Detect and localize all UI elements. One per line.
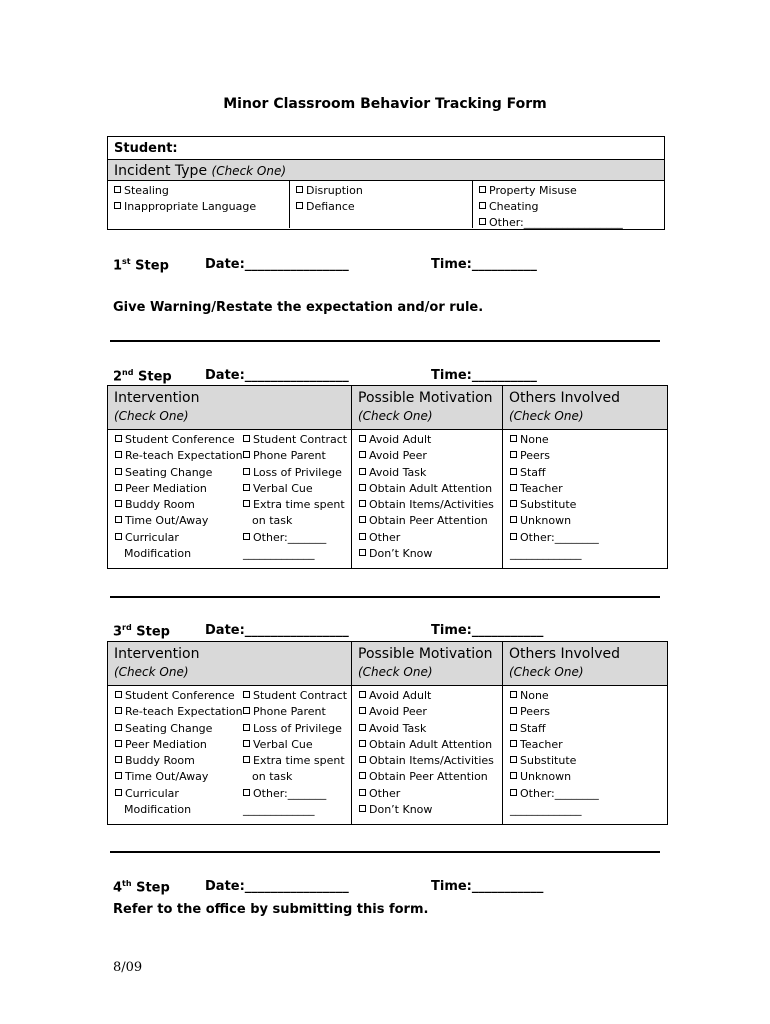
checkbox-option[interactable]: Avoid Adult — [359, 432, 502, 448]
checkbox-option[interactable]: Teacher — [510, 737, 667, 753]
checkbox-icon[interactable] — [359, 740, 366, 747]
incident-col-2 — [289, 181, 472, 228]
checkbox-icon[interactable] — [115, 724, 122, 731]
checkbox-icon[interactable] — [359, 789, 366, 796]
checkbox-icon[interactable] — [359, 805, 366, 812]
step-2-row: 2nd Step Date:________________ Time:__________ — [113, 368, 537, 385]
checkbox-icon[interactable] — [115, 468, 122, 475]
checkbox-icon[interactable] — [510, 772, 517, 779]
checkbox-option[interactable]: Unknown — [510, 769, 667, 785]
checkbox-option[interactable]: Avoid Peer — [359, 704, 502, 720]
checkbox-option[interactable]: Avoid Peer — [359, 448, 502, 464]
checkbox-option[interactable]: Other:__________________ — [479, 215, 664, 231]
checkbox-icon[interactable] — [510, 484, 517, 491]
step-1-time[interactable]: Time:__________ — [431, 257, 537, 272]
checkbox-icon[interactable] — [243, 435, 250, 442]
checkbox-icon[interactable] — [479, 202, 486, 209]
checkbox-option[interactable]: Curricular — [115, 530, 243, 546]
checkbox-option[interactable]: Substitute — [510, 753, 667, 769]
checkbox-icon[interactable] — [243, 468, 250, 475]
checkbox-option[interactable]: Other:_______ — [243, 786, 347, 802]
checkbox-icon[interactable] — [114, 202, 121, 209]
checkbox-icon[interactable] — [243, 740, 250, 747]
checkbox-icon[interactable] — [115, 500, 122, 507]
checkbox-icon[interactable] — [510, 691, 517, 698]
checkbox-option[interactable]: Substitute — [510, 497, 667, 513]
intervention-options: Student Conference Re-teach Expectation Seating Change Peer Mediation Buddy Room Time Out/Away Curricular Modification Student Contract Phone Parent Loss of Privilege Verbal Cue Extra time spent on task Other:_______ _____________ — [108, 686, 351, 825]
checkbox-icon[interactable] — [510, 435, 517, 442]
footer-date: 8/09 — [113, 960, 143, 975]
checkbox-icon[interactable] — [510, 533, 517, 540]
checkbox-icon[interactable] — [510, 468, 517, 475]
checkbox-icon[interactable] — [243, 691, 250, 698]
checkbox-icon[interactable] — [243, 484, 250, 491]
checkbox-option[interactable]: Don’t Know — [359, 546, 502, 562]
checkbox-option[interactable]: Time Out/Away — [115, 513, 243, 529]
checkbox-icon[interactable] — [359, 549, 366, 556]
checkbox-icon[interactable] — [359, 756, 366, 763]
checkbox-icon[interactable] — [243, 789, 250, 796]
checkbox-option[interactable]: Curricular — [115, 786, 243, 802]
intervention-header: Intervention (Check One) — [114, 646, 200, 679]
step-3-time[interactable]: Time:___________ — [431, 623, 544, 638]
checkbox-option[interactable]: Property Misuse — [479, 183, 664, 199]
checkbox-option[interactable]: Student Conference — [115, 688, 243, 704]
step-4-row: 4th Step Date:________________ Time:___________ — [113, 879, 544, 896]
step-3-row: 3rd Step Date:________________ Time:___________ — [113, 623, 544, 640]
checkbox-option[interactable]: Loss of Privilege — [243, 465, 347, 481]
checkbox-option[interactable]: Avoid Task — [359, 465, 502, 481]
checkbox-icon[interactable] — [243, 533, 250, 540]
checkbox-option[interactable]: Obtain Peer Attention — [359, 513, 502, 529]
checkbox-option[interactable]: Verbal Cue — [243, 737, 347, 753]
checkbox-option[interactable]: Extra time spent — [243, 497, 347, 513]
checkbox-option[interactable]: Phone Parent — [243, 448, 347, 464]
checkbox-icon[interactable] — [115, 533, 122, 540]
checkbox-icon[interactable] — [510, 707, 517, 714]
checkbox-option[interactable]: Student Contract — [243, 432, 347, 448]
checkbox-option[interactable]: Obtain Adult Attention — [359, 737, 502, 753]
checkbox-option[interactable]: Staff — [510, 465, 667, 481]
checkbox-icon[interactable] — [510, 500, 517, 507]
checkbox-icon[interactable] — [359, 533, 366, 540]
incident-box — [107, 136, 665, 230]
checkbox-option[interactable]: Verbal Cue — [243, 481, 347, 497]
incident-type-label: Incident Type — [114, 163, 208, 179]
others-header: Others Involved (Check One) — [502, 642, 667, 685]
motivation-header: Possible Motivation (Check One) — [351, 386, 502, 429]
step-1-row: 1st Step Date:________________ Time:__________ — [113, 257, 537, 274]
checkbox-icon[interactable] — [296, 186, 303, 193]
step-2-time[interactable]: Time:__________ — [431, 368, 537, 383]
form-title: Minor Classroom Behavior Tracking Form — [223, 96, 547, 112]
checkbox-option[interactable]: Peer Mediation — [115, 481, 243, 497]
incident-type-hint: (Check One) — [211, 164, 287, 178]
checkbox-icon[interactable] — [510, 756, 517, 763]
checkbox-option[interactable]: Obtain Peer Attention — [359, 769, 502, 785]
checkbox-option[interactable]: Obtain Items/Activities — [359, 753, 502, 769]
step-1-date[interactable]: Date:________________ — [205, 257, 349, 272]
checkbox-icon[interactable] — [243, 707, 250, 714]
checkbox-icon[interactable] — [359, 724, 366, 731]
checkbox-icon[interactable] — [115, 516, 122, 523]
step-4-time[interactable]: Time:___________ — [431, 879, 544, 894]
checkbox-option[interactable]: Other:_______ — [243, 530, 347, 546]
checkbox-option[interactable]: Stealing — [114, 183, 289, 199]
others-options: None Peers Staff Teacher Substitute Unknown Other:________ _____________ — [502, 686, 667, 825]
checkbox-option[interactable]: Unknown — [510, 513, 667, 529]
checkbox-option[interactable]: Other:________ — [510, 786, 667, 802]
others-options: None Peers Staff Teacher Substitute Unknown Other:________ _____________ — [502, 430, 667, 569]
checkbox-icon[interactable] — [359, 691, 366, 698]
checkbox-option[interactable]: Seating Change — [115, 721, 243, 737]
checkbox-icon[interactable] — [243, 724, 250, 731]
checkbox-option[interactable]: Cheating — [479, 199, 664, 215]
checkbox-option[interactable]: Student Contract — [243, 688, 347, 704]
checkbox-option[interactable]: Buddy Room — [115, 497, 243, 513]
checkbox-icon[interactable] — [115, 435, 122, 442]
checkbox-icon[interactable] — [115, 789, 122, 796]
step-3-date[interactable]: Date:________________ — [205, 623, 349, 638]
checkbox-option[interactable]: Teacher — [510, 481, 667, 497]
checkbox-option[interactable]: Obtain Adult Attention — [359, 481, 502, 497]
checkbox-icon[interactable] — [243, 756, 250, 763]
step-2-date[interactable]: Date:________________ — [205, 368, 349, 383]
checkbox-icon[interactable] — [479, 186, 486, 193]
checkbox-icon[interactable] — [510, 451, 517, 458]
checkbox-option[interactable]: Time Out/Away — [115, 769, 243, 785]
checkbox-icon[interactable] — [243, 500, 250, 507]
checkbox-icon[interactable] — [114, 186, 121, 193]
checkbox-icon[interactable] — [115, 451, 122, 458]
checkbox-icon[interactable] — [115, 772, 122, 779]
checkbox-option[interactable]: None — [510, 432, 667, 448]
checkbox-option[interactable]: Re-teach Expectation — [115, 448, 243, 464]
checkbox-icon[interactable] — [359, 516, 366, 523]
checkbox-icon[interactable] — [359, 435, 366, 442]
divider-line — [110, 851, 660, 853]
checkbox-option[interactable]: Other — [359, 530, 502, 546]
checkbox-icon[interactable] — [510, 516, 517, 523]
checkbox-icon[interactable] — [115, 691, 122, 698]
checkbox-option[interactable]: Seating Change — [115, 465, 243, 481]
checkbox-option[interactable]: Inappropriate Language — [114, 199, 289, 215]
step-3-table — [107, 641, 668, 825]
checkbox-icon[interactable] — [115, 484, 122, 491]
step-1-instruction: Give Warning/Restate the expectation and/or rule. — [113, 300, 484, 315]
checkbox-icon[interactable] — [359, 468, 366, 475]
checkbox-option[interactable]: Avoid Adult — [359, 688, 502, 704]
checkbox-icon[interactable] — [115, 740, 122, 747]
others-header: Others Involved (Check One) — [502, 386, 667, 429]
checkbox-icon[interactable] — [510, 740, 517, 747]
divider-line — [110, 340, 660, 342]
checkbox-icon[interactable] — [359, 484, 366, 491]
incident-col-3 — [472, 181, 664, 228]
motivation-header: Possible Motivation (Check One) — [351, 642, 502, 685]
intervention-options: Student Conference Re-teach Expectation Seating Change Peer Mediation Buddy Room Time Out/Away Curricular Modification Student Contract Phone Parent Loss of Privilege Verbal Cue Extra time spent on task Other:_______ _____________ — [108, 430, 351, 569]
checkbox-option[interactable]: Avoid Task — [359, 721, 502, 737]
intervention-header: Intervention (Check One) — [114, 390, 200, 423]
checkbox-icon[interactable] — [243, 451, 250, 458]
incident-col-1 — [108, 181, 289, 228]
checkbox-option[interactable]: Extra time spent — [243, 753, 347, 769]
step-4-instruction: Refer to the office by submitting this form. — [113, 902, 429, 917]
checkbox-option[interactable]: Defiance — [296, 199, 472, 215]
incident-type-header — [108, 159, 664, 181]
checkbox-option[interactable]: Student Conference — [115, 432, 243, 448]
checkbox-icon[interactable] — [510, 789, 517, 796]
checkbox-icon[interactable] — [115, 756, 122, 763]
checkbox-option[interactable]: Phone Parent — [243, 704, 347, 720]
checkbox-option[interactable]: Peers — [510, 704, 667, 720]
checkbox-icon[interactable] — [359, 707, 366, 714]
checkbox-icon[interactable] — [359, 451, 366, 458]
checkbox-icon[interactable] — [359, 500, 366, 507]
step-2-table — [107, 385, 668, 569]
checkbox-option[interactable]: Other — [359, 786, 502, 802]
checkbox-icon[interactable] — [359, 772, 366, 779]
motivation-options — [351, 686, 502, 825]
checkbox-option[interactable]: Loss of Privilege — [243, 721, 347, 737]
checkbox-icon[interactable] — [115, 707, 122, 714]
checkbox-option[interactable]: Peer Mediation — [115, 737, 243, 753]
student-field[interactable]: Student: — [114, 141, 178, 156]
checkbox-option[interactable]: Obtain Items/Activities — [359, 497, 502, 513]
checkbox-option[interactable]: None — [510, 688, 667, 704]
checkbox-icon[interactable] — [510, 724, 517, 731]
motivation-options — [351, 430, 502, 569]
checkbox-option[interactable]: Disruption — [296, 183, 472, 199]
divider-line — [110, 596, 660, 598]
checkbox-option[interactable]: Peers — [510, 448, 667, 464]
checkbox-option[interactable]: Don’t Know — [359, 802, 502, 818]
step-4-date[interactable]: Date:________________ — [205, 879, 349, 894]
checkbox-option[interactable]: Other:________ — [510, 530, 667, 546]
checkbox-icon[interactable] — [296, 202, 303, 209]
checkbox-option[interactable]: Re-teach Expectation — [115, 704, 243, 720]
checkbox-option[interactable]: Staff — [510, 721, 667, 737]
checkbox-option[interactable]: Buddy Room — [115, 753, 243, 769]
checkbox-icon[interactable] — [479, 218, 486, 225]
